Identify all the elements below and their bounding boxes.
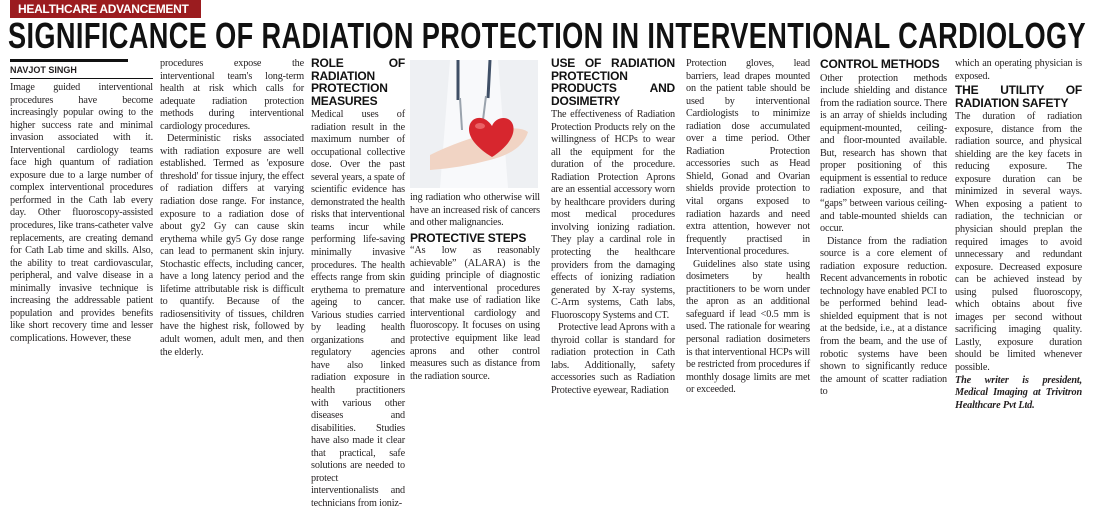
paragraph: which an operating physician is exposed. — [955, 58, 1082, 82]
paragraph: The duration of radiation exposure, distance from the radiation source, and physical shielding are the key facets in reducing exposure. The exposure duration can be minimized in several ways. When exposing a patient to radiation, the technician or physician should preplan the required images to avoid unnecessary and redundant exposure. Decreased exposure can be achieved instead by using pulsed fluoroscopy, which obtains about five images per second without sacrificing imaging quality. Lastly, exposure duration should be limited whenever possible. — [955, 111, 1082, 374]
paragraph: Distance from the radiation source is a core element of radiation exposure reduction. Recent advancements in robotic technology have enabled PCI to be performed behind lead-shielded equipment that is not at the bedside, i.e., at a distance from the beam, and the use of robotic systems have been shown to significantly reduce the amount of scatter radiation to — [820, 235, 947, 398]
heart-in-hand-illustration — [410, 60, 538, 188]
headline-text: SIGNIFICANCE OF RADIATION PROTECTION IN INTERVENTIONAL CARDIOLOGY — [8, 15, 1086, 56]
byline: NAVJOT SINGH — [10, 64, 153, 79]
paragraph: procedures expose the interventional team's long-term health at risk which calls for adequate radiation protection methods during interventional cardiology procedures. — [160, 58, 304, 132]
paragraph: Image guided interventional procedures have become increasingly popular owing to the higher success rate and minimal invasion associated with it. Interventional cardiology teams face high quantum of radiation exposure due to a large number of complex interventional procedures performed in the Cath lab every day. Other fluoroscopy-assisted procedures, like trans-catheter valve replacements, are creating demand for Cath Lab time and skills. Also, the ability to treat cardiovascular, peripheral, and valve disease in a minimally invasive technique is increasing the addressable patient population and provides benefits like short recovery time and lesser complications. However, these — [10, 82, 153, 344]
section-heading: CONTROL METHODS — [820, 57, 940, 71]
byline-rule — [10, 59, 128, 62]
paragraph: Other protection methods include shielding and distance from the radiation source. There is an array of shields including equipment-mounted, ceiling- and floor-mounted available. But, research has shown that proper positioning of this equipment is essential to reduce radiation exposure, and that “gaps” between various ceiling- and table-mounted shields can occur. — [820, 72, 947, 235]
author-credit: The writer is president, Medical Imaging at Trivitron Healthcare Pvt Ltd. — [955, 374, 1082, 411]
section-heading: ROLE OF RADIATION PROTECTION MEASURES — [311, 56, 405, 108]
paragraph: The effectiveness of Radiation Protection Products rely on the willingness of HCPs to wear all the equipment for the duration of the procedure. Radiation Protection Aprons are an essential accessory worn by healthcare providers during most medical procedures involving ionizing radiation. They play a cardinal role in protecting the healthcare providers from the damaging effects of ionizing radiation generated by X-ray systems, C-Arm systems, Cath labs, Fluoroscopy Systems and CT. — [551, 109, 675, 321]
headline — [8, 16, 1088, 56]
column-1 — [10, 82, 153, 345]
paragraph: Guidelines also state using dosimeters by health practitioners to be worn under the apron as an additional safeguard if lead <0.5 mm is used. The rationale for wearing personal radiation dosimeters is that interventional HCPs will be restricted from procedures if monthly dosage limits are met or exceeded. — [686, 258, 810, 396]
column-2 — [160, 58, 304, 359]
column-3 — [311, 57, 405, 511]
section-heading: THE UTILITY OF RADIATION SAFETY — [955, 83, 1082, 110]
article-photo-doctor-holding-heart — [410, 60, 538, 188]
column-8 — [955, 58, 1082, 412]
paragraph: “As low as reasonably achievable” (ALARA) is the guiding principle of diagnostic and interventional procedures that make use of radiation like interventional cardiology and fluoroscopy. It focuses on using protective equipment like lead aprons and other control measures such as distance from the radiation source. — [410, 245, 540, 382]
column-6 — [686, 58, 810, 397]
paragraph: Protective lead Aprons with a thyroid collar is standard for radiation protection in Cath labs. Additionally, safety accessories such as Radiation Protective eyewear, Radiation — [551, 322, 675, 397]
paragraph: Protection gloves, lead barriers, lead drapes mounted on the patient table should be used by interventional Cardiologists to minimize radiation dose accumulated over a time period. Other Radiation Protection accessories such as Head Shield, Gonad and Ovarian shields provide protection to vital organs exposed to radiation hazards and need extra attention, however not frequently practised in Interventional procedures. — [686, 58, 810, 258]
section-tag: HEALTHCARE ADVANCEMENT — [10, 0, 201, 18]
section-heading: USE OF RADIATION PROTECTION PRODUCTS AND DOSIMETRY — [551, 56, 675, 108]
paragraph: Deterministic risks associated with radiation exposure are well established. Termed as 'exposure threshold' for tissue injury, the effect of radiation differs at varying radiation dose range. For instance, exposure to a radiation dose of about gy2 Gy can cause skin erythema while gy5 Gy dose range can lead to permanent skin injury. Stochastic effects, including cancer, have a long latency period and the lifetime attributable risk is difficult to quantify. Because of the radiosensitivity of tissues, children have the highest risk, followed by adult women, adult men, and then the elderly. — [160, 133, 304, 358]
paragraph: ing radiation who otherwise will have an increased risk of cancers and other malignancies. — [410, 192, 540, 229]
paragraph: Medical uses of radiation result in the maximum number of occupational collective dose. Over the past several years, a spate of scientific evidence has demonstrated the health risks that interventional teams incur while performing life-saving minimally invasive procedures. The health effects range from skin erythema to premature ageing to cancer. Various studies carried by leading health organizations and regulatory agencies have also linked radiation exposure in health practitioners with various other diseases and disabilities. Studies have also made it clear that practical, safe solutions are needed to protect interventionalists and technicians from ioniz- — [311, 109, 405, 509]
column-5 — [551, 57, 675, 398]
column-7 — [820, 58, 947, 399]
column-4 — [410, 192, 540, 383]
section-heading: PROTECTIVE STEPS — [410, 230, 527, 245]
